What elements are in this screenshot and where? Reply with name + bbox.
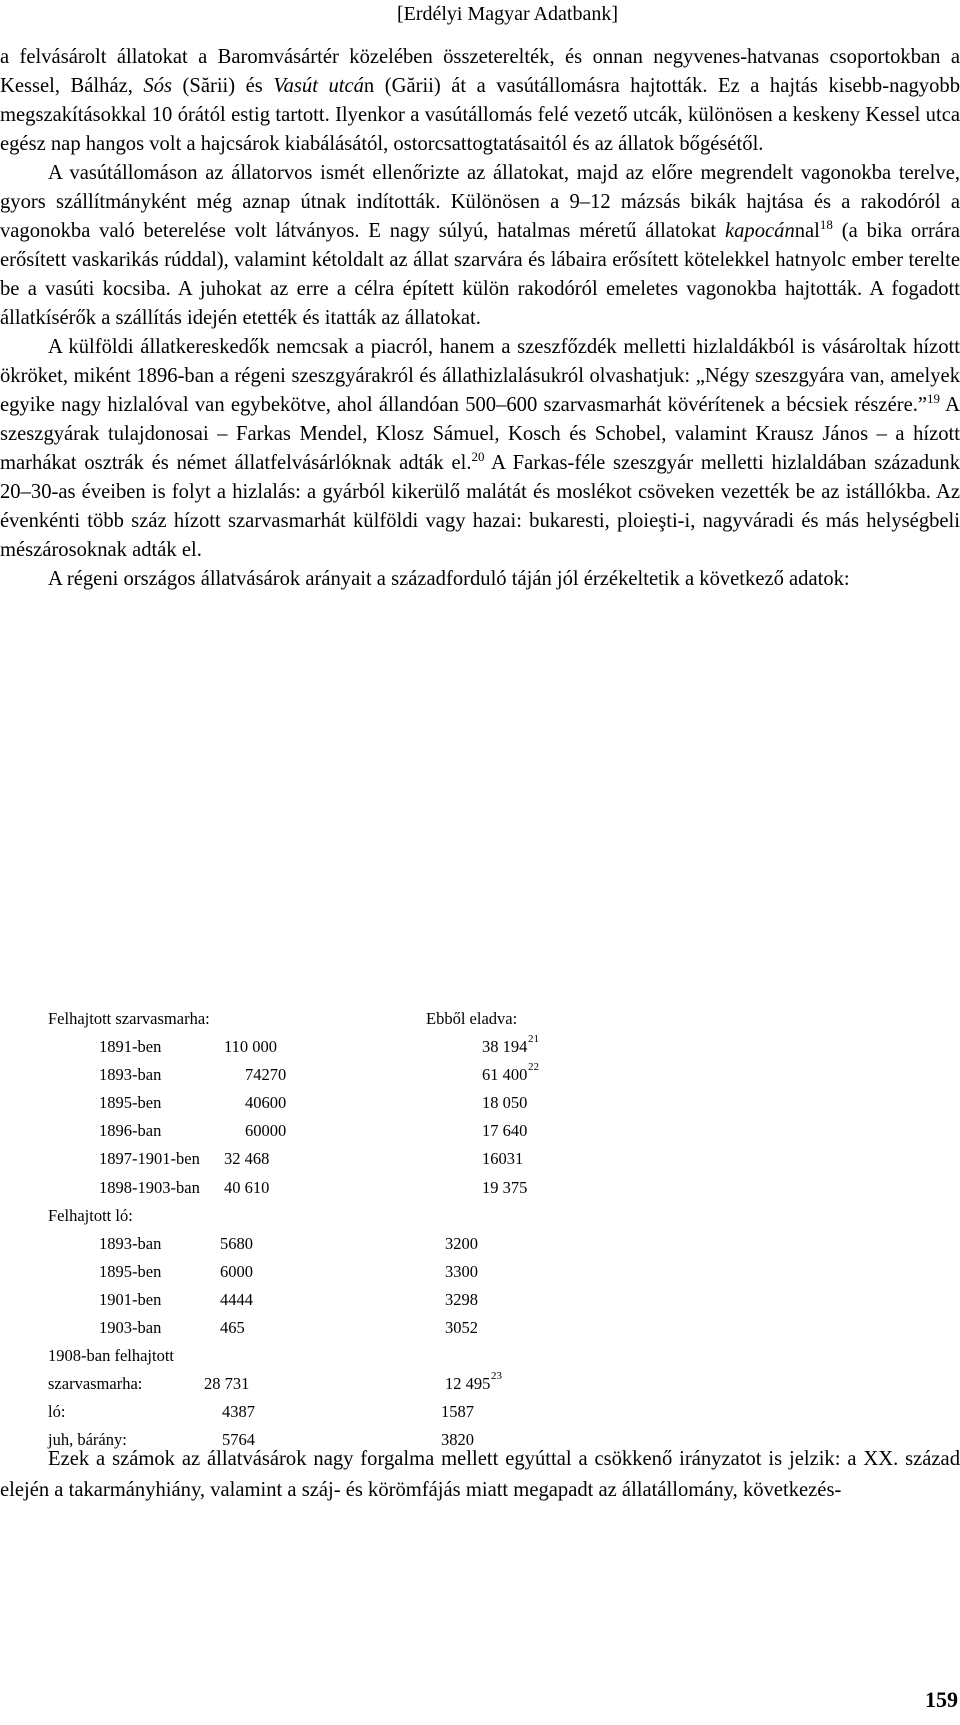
table-row xyxy=(48,1063,648,1091)
table-row xyxy=(48,1316,648,1344)
table-heading-row xyxy=(48,1204,648,1232)
text-run: A Farkas-féle szeszgyár melletti hizlaldában századunk 20–30-as éveiben is folyt a hizlalás: a gyárból kikerülő malátát és moslékot csöveken vezették be az istállókba. Az évenkénti több száz hízott szarvasmarhát külföldi vagy hazai: bukaresti, ploieşti-i, nagyváradi és más helységbeli mészárosoknak adták el. xyxy=(0,452,960,561)
table-row xyxy=(48,1232,648,1260)
count-value: 40 610 xyxy=(224,1177,270,1197)
count-value: 6000 xyxy=(220,1261,253,1281)
paragraph-2 xyxy=(0,159,960,333)
sold-value: 19 375 xyxy=(482,1177,528,1197)
count-value: 4444 xyxy=(220,1289,253,1309)
horse-heading: Felhajtott ló: xyxy=(48,1205,133,1225)
count-value: 74270 xyxy=(245,1065,287,1085)
category-label: szarvasmarha: xyxy=(48,1374,143,1394)
table-row xyxy=(48,1372,648,1400)
category-label: ló: xyxy=(48,1402,66,1422)
text-run-italic: kapocán xyxy=(724,220,795,242)
year-label: 1895-ben xyxy=(99,1261,162,1281)
year-label: 1898-1903-ban xyxy=(99,1177,200,1197)
footnote-ref: 23 xyxy=(491,1370,502,1383)
count-value: 465 xyxy=(220,1318,245,1338)
cattle-rows xyxy=(48,1035,648,1204)
count-value: 40600 xyxy=(245,1093,287,1113)
page-number: 159 xyxy=(925,1687,958,1712)
year-label: 1901-ben xyxy=(99,1289,162,1309)
text-run: n (Gării) át a vasútállomásra hajtották. Ez a hajtás kisebb-nagyobb megszakításokkal 10 órától estig tartott. Ilyenkor a vasútállomás felé vezető utcák, különösen a keskeny Kessel utca egész nap hangos volt a hajcsárok kiabálásától, ostorcsattogtatásaitól és az állatok bőgésétől. xyxy=(0,75,960,155)
y1908-heading: 1908-ban felhajtott xyxy=(48,1346,175,1366)
sold-value: 61 400 xyxy=(482,1065,528,1085)
table-row xyxy=(48,1147,648,1175)
count-value: 5680 xyxy=(220,1233,253,1253)
category-label: juh, bárány: xyxy=(48,1430,127,1450)
count-value: 28 731 xyxy=(204,1374,250,1394)
table-row xyxy=(48,1400,648,1428)
year-label: 1897-1901-ben xyxy=(99,1149,200,1169)
text-run: nal xyxy=(794,220,820,242)
cattle-heading: Felhajtott szarvasmarha: xyxy=(48,1009,210,1028)
sold-value: 17 640 xyxy=(482,1121,528,1141)
text-run: (Sării) és xyxy=(172,75,274,97)
footnote-ref: 18 xyxy=(819,217,833,232)
table-row xyxy=(48,1035,648,1063)
table-heading-row xyxy=(48,1007,648,1035)
table-row xyxy=(48,1288,648,1316)
year-label: 1891-ben xyxy=(99,1037,162,1057)
sold-value: 3300 xyxy=(445,1261,478,1281)
footnote-ref: 22 xyxy=(528,1061,539,1074)
year-label: 1903-ban xyxy=(99,1318,162,1338)
count-value: 60000 xyxy=(245,1121,287,1141)
text-run-italic: Sós xyxy=(143,75,173,97)
footnote-ref: 19 xyxy=(927,391,940,406)
closing-text xyxy=(0,1444,960,1506)
paragraph-1 xyxy=(0,43,960,159)
livestock-table xyxy=(48,1007,648,1457)
sold-value: 3298 xyxy=(445,1289,478,1309)
sold-value: 3820 xyxy=(441,1430,474,1450)
year-label: 1893-ban xyxy=(99,1065,162,1085)
text-run: A külföldi állatkereskedők nemcsak a piacról, hanem a szeszfőzdék melletti hizlaldákból is vásároltak hízott ökröket, miként 1896-ban a régeni szeszgyárakról és állathizlalásukról olvashatjuk: „Négy szeszgyára van, amelyek egyike nagy hizlalóval van egybekötve, ahol állandóan 500–600 szarvasmarhát kövérítenek a bécsiek részére.” xyxy=(0,336,960,416)
footnote-ref: 20 xyxy=(471,449,485,464)
table-heading-row xyxy=(48,1344,648,1372)
text-run: A vasútállomáson az állatorvos ismét ellenőrizte az állatokat, majd az előre megrendelt vagonokba terelve, gyors szállítmányként még aznap útnak indították. Különösen a 9–12 mázsás bikák hajtása és a rakodóról a vagonokba való beterelése volt látványos. E nagy súlyú, hatalmas méretű állatokat xyxy=(0,162,960,242)
table-row xyxy=(48,1260,648,1288)
year-label: 1893-ban xyxy=(99,1233,162,1253)
text-run-italic: Vasút utcá xyxy=(273,75,364,97)
page-header: [Erdélyi Magyar Adatbank] xyxy=(396,3,618,25)
table-row xyxy=(48,1091,648,1119)
table-row xyxy=(48,1119,648,1147)
text-run: (a bika orrára erősített vaskarikás rúddal), valamint kétoldalt az állat szarvára és lábaira erősített kötelekkel hatnyolc ember terelte be a vasúti kocsiba. A juhokat az erre a célra épített külön rakodóról emeletes vagonokba hajtották. A fogadott állatkísérők a szállítás idején etették és itatták az állatokat. xyxy=(0,220,960,329)
footnote-ref: 21 xyxy=(528,1033,539,1046)
paragraph-4: A régeni országos állatvásárok arányait a századforduló táján jól érzékeltetik a következő adatok: xyxy=(48,568,850,590)
count-value: 5764 xyxy=(222,1430,255,1450)
sold-heading: Ebből eladva: xyxy=(426,1009,518,1028)
year-label: 1896-ban xyxy=(99,1121,162,1141)
sold-value: 3200 xyxy=(445,1233,478,1253)
text-run: A szeszgyárak tulajdonosai – Farkas Mendel, Klosz Sámuel, Kosch és Schobel, valamint Krausz János – a hízott marhákat osztrák és német állatfelvásárlóknak adták el. xyxy=(0,394,960,474)
table-row xyxy=(48,1176,648,1204)
sold-value: 38 194 xyxy=(482,1037,528,1057)
paragraph-5: Ezek a számok az állatvásárok nagy forgalma mellett egyúttal a csökkenő irányzatot is jelzik: a XX. század elején a takarmányhiány, valamint a száj- és körömfájás miatt megapadt az állatállomány, következés- xyxy=(0,1448,960,1501)
sold-value: 12 495 xyxy=(445,1374,491,1394)
sold-value: 18 050 xyxy=(482,1093,528,1113)
text-run: a felvásárolt állatokat a Baromvásártér közelében összeterelték, és onnan negyvenes-hatvanas csoportokban a Kessel, Bálház, xyxy=(0,46,960,97)
count-value: 110 000 xyxy=(224,1037,278,1057)
body-text xyxy=(0,43,960,594)
horse-rows xyxy=(48,1232,648,1344)
count-value: 32 468 xyxy=(224,1149,270,1169)
sold-value: 16031 xyxy=(482,1149,524,1169)
paragraph-3 xyxy=(0,333,960,565)
sold-value: 1587 xyxy=(441,1402,474,1422)
sold-value: 3052 xyxy=(445,1318,478,1338)
count-value: 4387 xyxy=(222,1402,255,1422)
year-label: 1895-ben xyxy=(99,1093,162,1113)
